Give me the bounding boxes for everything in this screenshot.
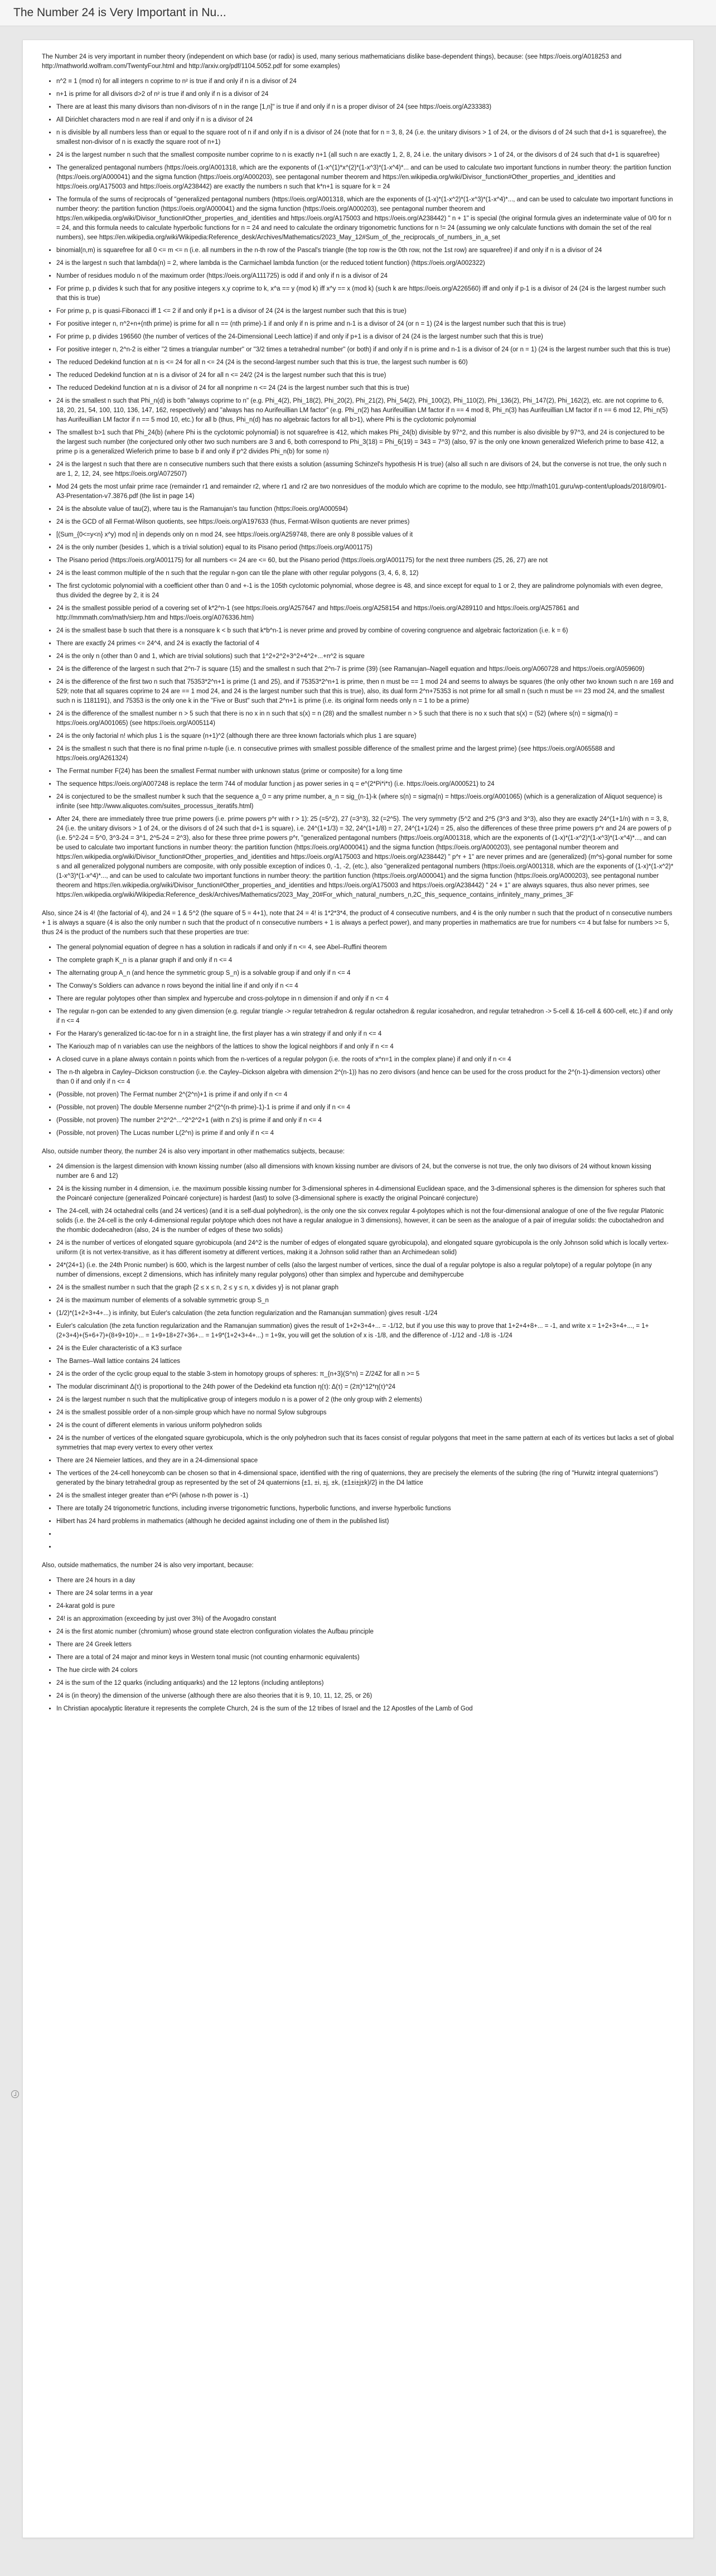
list-item: • 24 is the largest n such that there are n consecutive numbers such that there exists a solution (assuming Schinzel's hypothesis H is true) (also all such n are divisors of 24, but the converse is not true, the only such n are 1, 2, 12, 24, see https://oeis.org/A072507) [56,460,674,479]
list-item: • For positive integer n, 2^n-2 is either "2 times a triangular number" or "3/2 times a tetrahedral number" (or both) if and only if n is prime and n-1 is a divisor of 24 (or n = 1) (24 is the largest number such that this is true) [56,345,674,355]
page-title: The Number 24 is Very Important in Nu... [13,6,226,19]
intro-paragraph: The Number 24 is very important in number theory (independent on which base (or radix) is used, many serious mathematicians dislike base-dependent things), because: (see https://oeis.org/A018253 and http://mathworld.wolfram.com/TwentyFour.html and http://arxiv.org/pdf/1104.5052.pdf for some examples) [42,54,622,70]
list-item: • 24 is the largest number n such that the smallest composite number coprime to n is exactly n+1 (all such n are exactly 1, 2, 8, 24 i.e. the unitary divisors > 1 of 24, or the divisors d of 24 such that d+1 is squarefree) [56,151,674,160]
list-item: • The Conway's Soldiers can advance n rows beyond the initial line if and only if n <= 4 [56,982,674,991]
list-item: • 24 is the smallest number n such that the graph {2 ≤ x ≤ n, 2 ≤ y ≤ n, x divides y} is not planar graph [56,1283,674,1293]
list-item: • The Kariouzh map of n variables can use the neighbors of the lattices to show the logical neighbors if and only if n <= 4 [56,1042,674,1052]
list-item: • A closed curve in a plane always contain n points which from the n-vertices of a regular polygon (i.e. the roots of x^n=1 in the complex plane) if and only if n <= 4 [56,1055,674,1065]
list-item: • (Possible, not proven) The Fermat number 2^(2^n)+1 is prime if and only if n <= 4 [56,1090,674,1100]
document-body [22,40,694,2538]
list-item: • The vertices of the 24-cell honeycomb can be chosen so that in 4-dimensional space, identified with the ring of quaternions, they are precisely the elements of the subring (the ring of "Hurwitz integral quaternions") generated by the binary tetrahedral group as represented by the set of 24 quaternions {±1, ±i, ±j, ±k, (±1±i±j±k)/2} in the D4 lattice [56,1469,674,1488]
list-item: • All Dirichlet characters mod n are real if and only if n is a divisor of 24 [56,115,674,125]
list-item: • n is divisible by all numbers less than or equal to the square root of n if and only if n is a divisor of 24 (note that for n = 3, 8, 24 (i.e. the unitary divisors > 1 of 24, or the divisors d of 24 such that d+1 is squarefree), the smallest non-divisor of n is exactly the square root of n+1) [56,128,674,147]
list-item: • The reduced Dedekind function at n is a divisor of 24 for all n <= 24/2 (24 is the largest number such that this is true) [56,371,674,380]
list-item: • There are 24 Niemeier lattices, and they are in a 24-dimensional space [56,1456,674,1466]
list-item: • 24 is the kissing number in 4 dimension, i.e. the maximum possible kissing number for 3-dimensional spheres in 4-dimensional Euclidean space, and the 3-dimensional spheres is the dimension for spheres such that the Poincaré conjecture (generalized Poincaré conjecture) is hardest (last) to solve (3-dimensional sphere is exactly the original Poincaré conjecture) [56,1185,674,1204]
list-item: • The alternating group A_n (and hence the symmetric group S_n) is a solvable group if and only if n <= 4 [56,969,674,978]
list-item: • There are a total of 24 major and minor keys in Western tonal music (not counting enharmonic equivalents) [56,1653,674,1662]
list-item: • The Barnes–Wall lattice contains 24 lattices [56,1357,674,1366]
list-item: • 24 is the count of different elements in various uniform polyhedron solids [56,1421,674,1430]
factorial-paragraph: Also, since 24 is 4! (the factorial of 4), and 24 = 1 & 5^2 (the square of 5 = 4+1), note that 24 = 4! is 1*2*3*4, the product of 4 consecutive numbers, and 4 is the only number n such that the product of n consecutive numbers + 1 is always a square (4 is also the only number n such that the product of n consecutive numbers + 1 is always a perfect power), and many properties in mathematics are true for numbers <= 4 but false for numbers >= 5, thus 24 is the product of the numbers such that these properties are true: [42,910,673,936]
number-theory-list [42,77,674,900]
list-item: • 24 is the largest number n such that the multiplicative group of integers modulo n is a power of 2 (the only group with 2 elements) [56,1395,674,1405]
list-item: • 24 is the smallest base b such that there is a nonsquare k < b such that k*b^n-1 is never prime and proved by combine of covering congruence and algebraic factorization (i.e. k = 6) [56,626,674,636]
list-item: • The complete graph K_n is a planar graph if and only if n <= 4 [56,956,674,965]
list-item: • The first cyclotomic polynomial with a coefficient other than 0 and +-1 is the 105th cyclotomic polynomial, whose degree is 48, and since except for equal to 1 or 2, they are palindrome polynomials with even degree, thus divided the degree by 2, it is 24 [56,582,674,601]
list-item: • There are regular polytopes other than simplex and hypercube and cross-polytope in n dimension if and only if n <= 4 [56,994,674,1004]
list-item: • 24 is the GCD of all Fermat-Wilson quotients, see https://oeis.org/A197633 (thus, Fermat-Wilson quotients are never primes) [56,518,674,527]
list-item: • There are 24 solar terms in a year [56,1589,674,1598]
list-item: • The Fermat number F(24) has been the smallest Fermat number with unknown status (prime or composite) for a long time [56,767,674,776]
info-icon[interactable] [11,2090,19,2098]
list-item: • The reduced Dedekind function at n is a divisor of 24 for all nonprime n <= 24 (24 is the largest number such that this is true) [56,384,674,393]
title-bar [0,0,716,26]
list-item: • The generalized pentagonal numbers (https://oeis.org/A001318, which are the exponents of (1-x^(1)*x^(2)*(1-x^3)*(1-x^4)*... and can be used to calculate two important functions in number theory: the partition function (https://oeis.org/A000041) and the sigma function (https://oeis.org/A000203), see pentagonal number theorem and https://en.wikipedia.org/wiki/Divisor_function#Other_properties_and_identities and https://oeis.org/A175003 and https://oeis.org/A238442) are exactly the numbers n such that k*n+1 is square for k = 24 [56,163,674,192]
list-item: • The smallest b>1 such that Phi_24(b) (where Phi is the cyclotomic polynomial) is not squarefree is 412, which makes Phi_24(b) divisible by 97^2, and this number is also divisible by 97^3, and 24 is conjectured to be the largest such number (the conjectured only other two such numbers are 3 and 6, both correspond to Phi_3(18) = Phi_6(19) = 343 = 7^3) (also, 97 is the only one known generalized Wieferich prime to base 412, a prime p is a generalized Wieferich prime to base b if and only if p^2 divides Phi_n(b) for some n) [56,428,674,457]
list-item: • 24 is the least common multiple of the n such that the regular n-gon can tile the plane with other regular polygons (3, 4, 6, 8, 12) [56,569,674,578]
small-n-list [42,943,674,1138]
list-item: • 24 is the smallest possible period of a covering set of k*2^n-1 (see https://oeis.org/A257647 and https://oeis.org/A258154 and https://oeis.org/A289110 and https://oeis.org/A257861 and http://mmmath.com/math/sierp.htm and https://oeis.org/A076336.htm) [56,604,674,623]
list-item: • 24 is the maximum number of elements of a solvable symmetric group S_n [56,1296,674,1306]
list-item: • binomial(n,m) is squarefree for all 0 <= m <= n (i.e. all numbers in the n-th row of the Pascal's triangle (the top row is the 0th row, not the 1st row) are squarefree) if and only if n is a divisor of 24 [56,246,674,255]
list-item: • The Pisano period (https://oeis.org/A001175) for all numbers <= 24 are <= 60, but the Pisano period (https://oeis.org/A001175) for the next three numbers (25, 26, 27) are not [56,556,674,566]
other-math-paragraph: Also, outside number theory, the number 24 is also very important in other mathematics subjects, because: [42,1148,345,1155]
list-item: • For prime p, p is quasi-Fibonacci iff 1 <= 2 if and only if p+1 is a divisor of 24 (24 is the largest number such that this is true) [56,307,674,316]
list-item [56,1543,674,1552]
list-item: • For positive integer n, n^2+n+(nth prime) is prime for all n == (nth prime)-1 if and only if n is prime and n-1 is a divisor of 24 (or n = 1) (24 is the largest number such that this is true) [56,320,674,329]
list-item: • 24 is the sum of the 12 quarks (including antiquarks) and the 12 leptons (including antileptons) [56,1679,674,1688]
list-item: • 24 is conjectured to be the smallest number k such that the sequence a_0 = any prime number, a_n = sig_(n-1)-k (where s(n) = sigma(n) = https://oeis.org/A001065) (which is a generalization of Aliquot sequence) is infinite (see http://www.aliquotes.com/suites_processus_iteratifs.html) [56,792,674,811]
list-item: • For prime p, p divides 196560 (the number of vertices of the 24-Dimensional Leech lattice) if and only if p+1 is a divisor of 24 (24 is the largest number such that this is true) [56,332,674,342]
list-item: • After 24, there are immediately three true prime powers (i.e. prime powers p^r with r > 1): 25 (=5^2), 27 (=3^3), 32 (=2^5). The very symmetry (5^2 and 2^5 (3^3 and 3^3), also they are exactly 24^(1+1/n) with n = 3, 8, 24 (i.e. the unitary divisors > 1 of 24, or the divisors d of 24 such that d+1 is square), i.e. 24^(1+1/3) = 32, 24^(1+1/8) = 27, 24^(1+1/24) = 25, also the differences of these three prime powers p^r and 24 are powers of p (i.e. 5^2-24 = 5^0, 3^3-24 = 3^1, 2^5-24 = 2^3), also for these three prime powers p^r, "generalized pentagonal numbers (https://oeis.org/A001318, which are the exponents of (1-x)*(1-x^2)*(1-x^3)*(1-x^4)*..., and can be used to calculate two important functions in number theory: the partition function (https://oeis.org/A000041) and the sigma function (https://oeis.org/A000203), see pentagonal number theorem and https://en.wikipedia.org/wiki/Divisor_function#Other_properties_and_identities and https://oeis.org/A175003 and https://oeis.org/A238442) " p^r + 1" are never primes and are (generalized) (m^s)-gonal number for some s and all generalized polygonal numbers are composite, with only possible exception of indices 0, -1, -2, (etc.), also "generalized pentagonal numbers (https://oeis.org/A001318, which are the exponents of (1-x)*(1-x^2)*(1-x^3)*(1-x^4)*..., and can be used to calculate two important functions in number theory: the partition function (https://oeis.org/A000041) and the sigma function (https://oeis.org/A000203), see pentagonal number theorem and https://en.wikipedia.org/wiki/Divisor_function#Other_properties_and_identities and https://oeis.org/A175003 and https://oeis.org/A238442) " 24 + 1" are always squares, thus also never primes, see https://en.wikipedia.org/wiki/Wikipedia:Reference_desk/Archives/Mathematics/2023_May_20#For_which_natural_numbers_n,2C_this_sequence_contains_infinitely_many_primes_3F [56,815,674,900]
list-item: • [(Sum_{0<=y<n} x^y) mod n] in depends only on n mod 24, see https://oeis.org/A259748, there are only 8 possible values of it [56,530,674,540]
list-item: • n+1 is prime for all divisors d>2 of n² is true if and only if n is a divisor of 24 [56,90,674,99]
list-item: • There are 24 hours in a day [56,1576,674,1586]
list-item: • (Possible, not proven) The Lucas number L(2^n) is prime if and only if n <= 4 [56,1129,674,1138]
list-item: • 24 is the number of vertices of elongated square gyrobicupola (and 24^2 is the number of edges of elongated square gyrobicupola), and elongated square gyrobicupola is the only Johnson solid which is locally vertex-uniform (it is not vertex-transitive, as it has different isometry at different vertices, making it a Johnson solid rather than an Archimedean solid) [56,1239,674,1258]
list-item: • 24 is the only factorial n! which plus 1 is the square (n+1)^2 (although there are three known factorials which plus 1 are square) [56,732,674,741]
list-item: • 24 is the smallest possible order of a non-simple group which have no normal Sylow subgroups [56,1408,674,1418]
list-item: • The formula of the sums of reciprocals of "generalized pentagonal numbers (https://oeis.org/A001318, which are the exponents of (1-x)*(1-x^2)*(1-x^3)*(1-x^4)*..., and can be used to calculate two important functions in number theory: the partition function (https://oeis.org/A000041) and the sigma function (https://oeis.org/A000203), see pentagonal number theorem and https://en.wikipedia.org/wiki/Divisor_function#Other_properties_and_identities and https://oeis.org/A175003 and https://oeis.org/A238442) " n + 1" is special (the original formula gives an indeterminate value of 0/0 for n = 24, and this formula needs to calculate hyperbolic functions for n = 24 and need to calculate the ordinary trigonometric functions for n != 24 (assuming we only calculate functions with domain the set of the real numbers), see https://en.wikipedia.org/wiki/Wikipedia:Reference_desk/Archives/Mathematics/2023_May_12#Sum_of_the_reciprocals_of_numbers_in_a_set [56,195,674,243]
list-item: • The n-th algebra in Cayley–Dickson construction (i.e. the Cayley–Dickson algebra with dimension 2^(n-1)) has no zero divisors (and hence can be used for the cross product for the 2^(n-1)-dimension vectors) other than 0 if and only if n <= 4 [56,1068,674,1087]
list-item: • 24 is the smallest integer greater than e^Pi (whose n-th power is -1) [56,1491,674,1501]
list-item: • 24 is the first atomic number (chromium) whose ground state electron configuration violates the Aufbau principle [56,1627,674,1637]
list-item: • Euler's calculation (the zeta function regularization and the Ramanujan summation) gives the result of 1+2+3+4+... = -1/12, but if you use this way to prove that 1+2+4+8+... = -1, and write x = 1+2+3+4+..., = 1+(2+3+4)+(5+6+7)+(8+9+10)+... = 1+9+18+27+36+... = 1+9*(1+2+3+4+...) = 1+9x, you will get the solution of x is -1/8, and the difference of -1/12 and -1/8 is -1/24 [56,1322,674,1341]
list-item: • 24 dimension is the largest dimension with known kissing number (also all dimensions with known kissing number are divisors of 24, but the converse is not true, the only two divisors of 24 without known kissing number are 6 and 12) [56,1162,674,1181]
list-item: • 24 is the absolute value of tau(2), where tau is the Ramanujan's tau function (https://oeis.org/A000594) [56,505,674,514]
list-item: • The modular discriminant Δ(τ) is proportional to the 24th power of the Dedekind eta function η(τ): Δ(τ) = (2π)^12*η(τ)^24 [56,1383,674,1392]
list-item: • (Possible, not proven) The number 2^2^2^...^2^2^2+1 (with n 2's) is prime if and only if n <= 4 [56,1116,674,1125]
list-item: • The hue circle with 24 colors [56,1666,674,1675]
list-item: • 24-karat gold is pure [56,1602,674,1611]
list-item: • (1/2)*(1+2+3+4+...) is infinity, but Euler's calculation (the zeta function regularization and the Ramanujan summation) gives result -1/24 [56,1309,674,1318]
outside-math-paragraph: Also, outside mathematics, the number 24 is also very important, because: [42,1562,254,1569]
list-item: • In Christian apocalyptic literature it represents the complete Church, 24 is the sum of the 12 tribes of Israel and the 12 Apostles of the Lamb of God [56,1704,674,1714]
list-item: • 24 is the difference of the largest n such that 2^n-7 is square (15) and the smallest n such that 2^n-7 is prime (39) (see Ramanujan–Nagell equation and https://oeis.org/A060728 and https://oeis.org/A059609) [56,665,674,674]
list-item: • 24! is an approximation (exceeding by just over 3%) of the Avogadro constant [56,1615,674,1624]
outside-math-list [42,1576,674,1714]
list-item: • 24 is the only n (other than 0 and 1, which are trivial solutions) such that 1^2+2^2+3^2+4^2+...+n^2 is square [56,652,674,661]
list-item [56,1530,674,1539]
list-item: • 24 is the smallest n such that Phi_n(d) is both "always coprime to n" (e.g. Phi_4(2), Phi_18(2), Phi_20(2), Phi_21(2), Phi_54(2), Phi_100(2), Phi_110(2), Phi_136(2), Phi_147(2), Phi_162(2), etc. are not coprime to 6, 18, 20, 21, 54, 100, 110, 136, 147, 162, respectively) and "always has no Aurifeuillian LM factor" (e.g. Phi_n(2) has Aurifeuillian LM factor if n == 4 mod 8, Phi_n(3) has Aurifeuillian LM factor if n == 6 mod 12, Phi_n(5) has Aurifeuillian LM factor if n == 5 mod 10, etc.) for all b (thus, Phi_n(d) has no algebraic factors for all b>1), where Phi is the cyclotomic polynomial [56,397,674,425]
list-item: • The regular n-gon can be extended to any given dimension (e.g. regular triangle -> regular tetrahedron & regular octahedron & regular icosahedron, and regular tetrahedron -> 5-cell & 16-cell & 600-cell, etc.) if and only if n <= 4 [56,1007,674,1026]
list-item: • The general polynomial equation of degree n has a solution in radicals if and only if n <= 4, see Abel–Ruffini theorem [56,943,674,953]
list-item: • 24 is the largest n such that lambda(n) = 2, where lambda is the Carmichael lambda function (or the reduced totient function) (https://oeis.org/A002322) [56,259,674,268]
list-item: • 24 is the Euler characteristic of a K3 surface [56,1344,674,1354]
list-item: • (Possible, not proven) The double Mersenne number 2^(2^(n-th prime)-1)-1 is prime if and only if n <= 4 [56,1103,674,1113]
list-item: • The reduced Dedekind function at n is <= 24 for all n <= 24 (24 is the second-largest number such that this is true, the largest such number is 60) [56,358,674,368]
list-item: • n^2 ≡ 1 (mod n) for all integers n coprime to n² is true if and only if n is a divisor of 24 [56,77,674,86]
list-item: • Number of residues modulo n of the maximum order (https://oeis.org/A111725) is odd if and only if n is a divisor of 24 [56,272,674,281]
list-item: • 24 is the order of the cyclic group equal to the stable 3-stem in homotopy groups of spheres: π_{n+3}(S^n) = Z/24Z for all n >= 5 [56,1370,674,1379]
other-math-list [42,1162,674,1552]
list-item: • 24 is the difference of the first two n such that 75353*2^n+1 is prime (1 and 25), and if 75353*2^n+1 is prime, then n must be == 1 mod 24 and seems to always be squares (the only other two known such n are 169 and 529; note that all squares coprime to 24 are == 1 mod 24, and 24 is the largest number such that this is true), also, its dual form 2^n+75353 is not prime for all small n (such n must be == 23 mod 24, and the smallest such n is 1181191), and 75353 is the only one k in the "Five or Bust" such that 2^n+1 is prime (i.e. its original form needs only n = 1 to be a prime) [56,678,674,706]
list-item: • The 24-cell, with 24 octahedral cells (and 24 vertices) (and it is a self-dual polyhedron), is the only one the six convex regular 4-polytopes which is not the four-dimensional analogue of one of the five regular Platonic solids (i.e. the 24-cell is the only 4-dimensional regular polytope which does not have a regular analogue in 3 dimensions), however, it can be seen as the analogue of a pair of irregular solids: the cuboctahedron and the rhombic dodecahedron (also, 24 is the number of edges of these two solids) [56,1207,674,1235]
list-item: • Hilbert has 24 hard problems in mathematics (although he decided against including one of them in the published list) [56,1517,674,1526]
list-item: • There are at least this many divisors than non-divisors of n in the range [1,n]" is true if and only if n is a proper divisor of 24 (see https://oeis.org/A233383) [56,103,674,112]
list-item: • The sequence https://oeis.org/A007248 is replace the term 744 of modular function j as power series in q = e^(2*Pi*i*τ) (i.e. https://oeis.org/A000521) to 24 [56,780,674,789]
list-item: • For the Harary's generalized tic-tac-toe for n in a straight line, the first player has a win strategy if and only if n <= 4 [56,1030,674,1039]
list-item: • 24 is the number of vertices of the elongated square gyrobicupola, which is the only polyhedron such that its faces consist of regular polygons that meet in the same pattern at each of its vertices but lacks a set of global symmetries that map every vertex to every other vertex [56,1434,674,1453]
list-item: • 24 is the smallest n such that there is no final prime n-tuple (i.e. n consecutive primes with smallest possible difference of the smallest prime and the largest prime) (see https://oeis.org/A065588 and https://oeis.org/A261324) [56,745,674,763]
list-item: • 24 is the difference of the smallest number n > 5 such that there is no x in n such that s(x) = n (28) and the smallest number n > 5 such that there is no x such that s(x) = (52) (where s(n) = sigma(n) = https://oeis.org/A001065) (see https://oeis.org/A005114) [56,709,674,728]
list-item: • There are exactly 24 primes <= 24^4, and 24 is exactly the factorial of 4 [56,639,674,649]
list-item: • 24*(24+1) (i.e. the 24th Pronic number) is 600, which is the largest number of cells (also the largest number of vertices, since the dual of a regular polytope is also a regular polytope) of a regular polytope (in any number of dimensions, except 2 dimensions, which has infinitely many regular polygons) other than simplex and hypercube and demihypercube [56,1261,674,1280]
list-item: • For prime p, p divides k such that for any positive integers x,y coprime to k, x^a == y (mod k) iff x^y == x (mod k) (such k are https://oeis.org/A226560) iff and only if p-1 is a divisor of 24 (24 is the largest number such that this is true) [56,284,674,303]
list-item: • Mod 24 gets the most unfair prime race (remainder r1 and remainder r2, where r1 and r2 are two nonresidues of the modulo which are coprime to the modulo, see http://math101.guru/wp-content/uploads/2018/09/01-A3-Presentation-v7.3876.pdf (the list in page 14) [56,482,674,501]
list-item: • There are totally 24 trigonometric functions, including inverse trigonometric functions, hyperbolic functions, and inverse hyperbolic functions [56,1504,674,1514]
list-item: • 24 is the only number (besides 1, which is a trivial solution) equal to its Pisano period (https://oeis.org/A001175) [56,543,674,553]
list-item: • 24 is (in theory) the dimension of the universe (although there are also theories that it is 9, 10, 11, 12, 25, or 26) [56,1691,674,1701]
list-item: • There are 24 Greek letters [56,1640,674,1650]
